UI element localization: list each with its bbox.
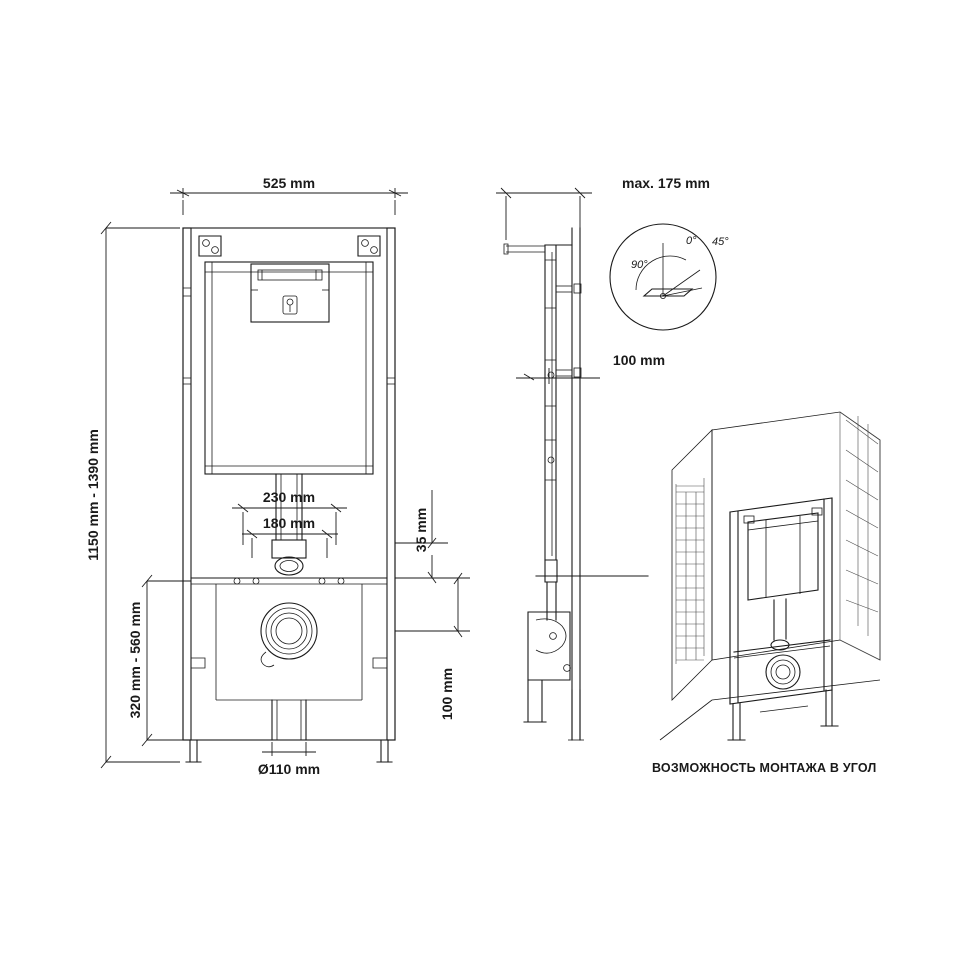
- angle-detail-group: [610, 224, 729, 330]
- dim-35: 35 mm: [413, 507, 429, 553]
- dim-100-side: 100 mm: [612, 352, 666, 368]
- dim-max-175: max. 175 mm: [622, 175, 710, 191]
- dim-diameter-110: Ø110 mm: [257, 761, 321, 777]
- dim-180: 180 mm: [262, 515, 316, 531]
- dim-width-525: 525 mm: [262, 175, 316, 191]
- corner-view-group: [652, 412, 880, 775]
- side-view-group: [496, 175, 710, 740]
- angle-label-45: 45°: [712, 236, 729, 248]
- angle-label-0: 0°: [686, 235, 697, 247]
- dim-height-320-560: 320 mm - 560 mm: [127, 601, 143, 719]
- front-view-group: [85, 175, 470, 777]
- dim-100-front: 100 mm: [439, 667, 455, 721]
- angle-label-90: 90°: [631, 259, 648, 271]
- corner-caption: ВОЗМОЖНОСТЬ МОНТАЖА В УГОЛ: [652, 761, 877, 775]
- dim-230: 230 mm: [262, 489, 316, 505]
- dim-height-1150-1390: 1150 mm - 1390 mm: [85, 429, 101, 561]
